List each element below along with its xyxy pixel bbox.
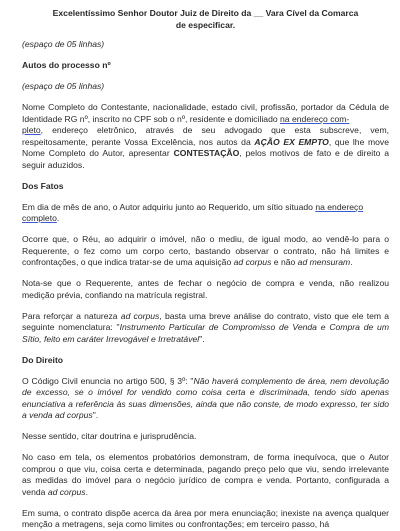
law-p1-adcorpus: ad corpus (54, 410, 93, 420)
facts-p1-text-2: . (56, 213, 60, 223)
facts-p4-text-2: , basta uma breve análise do contrato, visto que ele tem a seguinte nomenclatura: " (22, 310, 389, 332)
intro-paragraph (22, 102, 389, 171)
civil-code-quote: Não haverá complemento de área, nem devolução de excesso, se o imóvel for vendido como coisa certa e discriminada, tendo sido apenas enunciativa a referência às suas dimensões, ainda que não conste, de modo expresso, ter sido a venda (22, 375, 389, 420)
law-paragraph-4: Em suma, o contrato dispõe acerca da área por mera enunciação; inexiste na avença qualquer menção a metragens, seja como limites ou confrontações; em terceiro passo, há (22, 507, 389, 529)
case-number-label: Autos do processo nº (22, 60, 111, 70)
law-paragraph-1 (22, 376, 389, 422)
law-p3-adcorpus: ad corpus (47, 486, 86, 497)
facts-p2-text-2: e não (271, 257, 298, 267)
facts-heading: Dos Fatos (22, 180, 64, 191)
facts-paragraph-1 (22, 202, 389, 225)
facts-p1-text-1: Em dia de mês de ano, o Autor adquiriu junto ao Requerido, um sítio situado (22, 201, 316, 212)
law-p1-text-1: O Código Civil enuncia no artigo 500, § 3º: " (22, 375, 194, 386)
title-line-1: Excelentíssimo Senhor Doutor Juiz de Direito da __ Vara Cível da Comarca (52, 8, 359, 18)
law-p3-text-1: No caso em tela, os elementos probatórios demonstram, de forma inequívoca, que o Autor comprou o que viu, coisa certa e determinada, pagando preço pelo que viu, sendo irrelevante as medidas do imóvel para o negócio jurídico de compra e venda. Portanto, configurada a venda (22, 452, 389, 497)
facts-p2-text-3: . (350, 257, 353, 267)
law-p3-text-2: . (85, 486, 88, 497)
facts-paragraph-4 (22, 311, 389, 346)
address-placeholder-a: na endereço com- (280, 113, 350, 124)
facts-p2-adcorpus: ad corpus (233, 257, 272, 267)
action-name: AÇÃO EX EMPTO (254, 136, 329, 147)
facts-p2-text-1: Ocorre que, o Réu, ao adquirir o imóvel, não o mediu, de igual modo, ao vendê-lo para o Requerente, o fez como um corpo certo, bastando observar o contrato, não há limites e confrontações, o que indica tratar-se de uma aquisição (22, 234, 389, 267)
intro-text-2: , endereço eletrônico, através de seu advogado que esta subscreve, vem, respeitosamente, perante Vossa Excelência, nos autos da (22, 125, 389, 147)
spacing-note-2: (espaço de 05 linhas) (22, 81, 105, 91)
intro-text-1: Nome Completo do Contestante, nacionalidade, estado civil, profissão, portador da Cédula de Identidade RG nº, inscrito no CPF sob o nº, residente e domiciliado (22, 102, 389, 124)
facts-paragraph-2 (22, 234, 389, 269)
facts-p4-text-1: Para reforçar a natureza (22, 310, 121, 321)
contract-title-quote: Instrumento Particular de Compromisso de Venda e Compra de um Sítio, feito em caráter Irrevogável e Irretratável (22, 322, 389, 344)
facts-address-a: na endereço (315, 201, 364, 212)
law-paragraph-3 (22, 452, 389, 498)
law-p1-text-2: ". (92, 410, 99, 420)
contestacao-term: CONTESTAÇÃO (173, 148, 240, 158)
facts-p4-adcorpus: ad corpus (120, 310, 160, 321)
law-heading: Do Direito (22, 354, 64, 365)
spacing-note-1: (espaço de 05 linhas) (22, 39, 105, 49)
facts-p2-admensuram: ad mensuram (297, 257, 351, 267)
intro-text-4: , pelos motivos de fato e de direito a seguir aduzidos. (22, 148, 390, 170)
facts-address-b: completo (22, 213, 57, 223)
law-paragraph-2: Nesse sentido, citar doutrina e jurisprudência. (22, 431, 197, 441)
title-line-2: de especificar. (175, 19, 236, 30)
facts-paragraph-3: Nota-se que o Requerente, antes de fechar o negócio de compra e venda, não realizou medição prévia, confiando na matrícula registral. (22, 278, 389, 300)
document-title (22, 8, 389, 31)
address-placeholder-b: pleto (22, 125, 41, 135)
facts-p4-text-3: ". (199, 333, 205, 344)
intro-text-3: , que lhe move Nome Completo do Autor, apresentar (22, 136, 390, 158)
